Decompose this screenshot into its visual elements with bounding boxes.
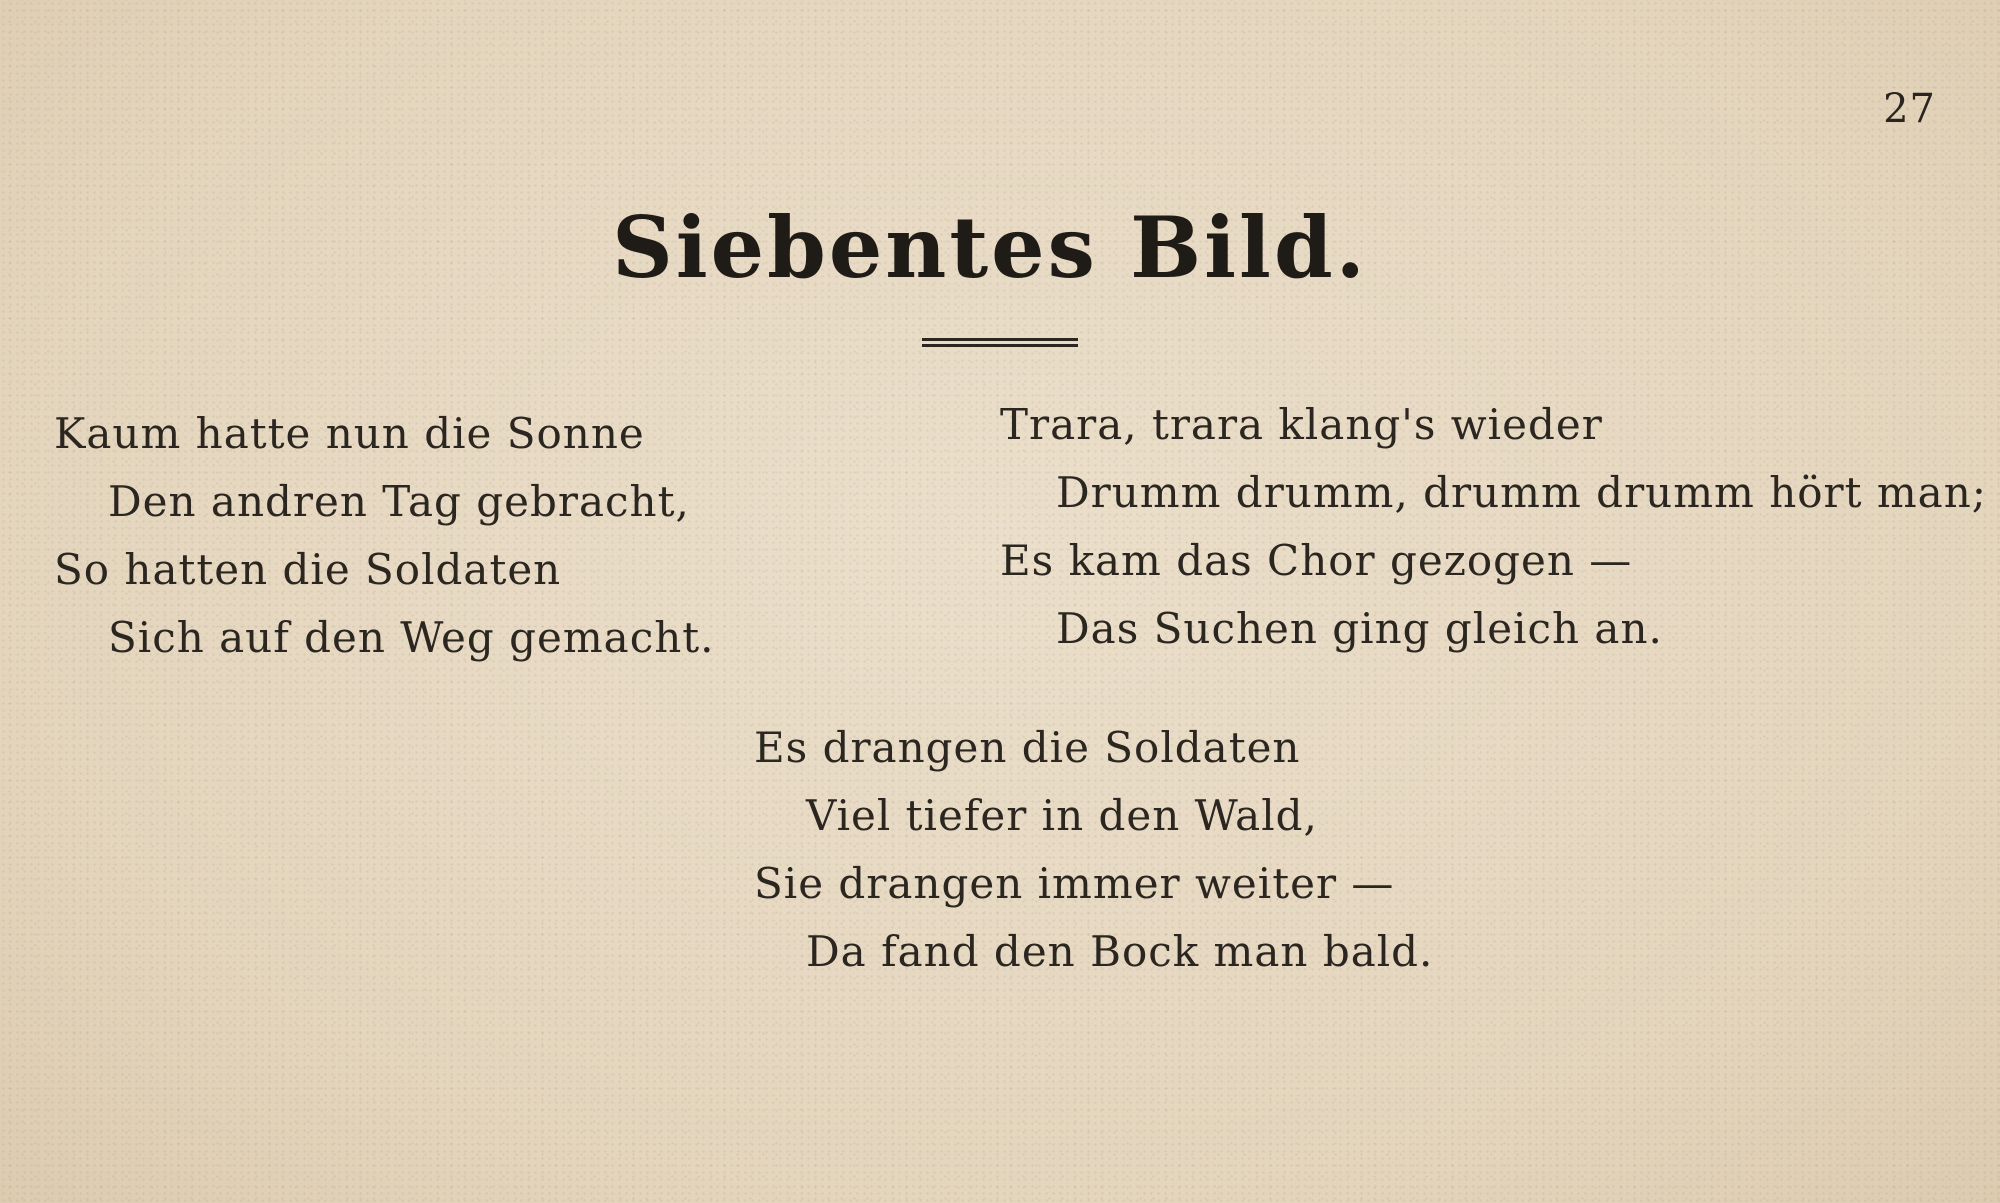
verse-line: Das Suchen ging gleich an. <box>1056 604 1663 653</box>
page-number: 27 <box>1883 86 1936 132</box>
stanza-3 <box>754 714 1433 986</box>
verse-line: Sich auf den Weg gemacht. <box>108 613 715 662</box>
verse-line: Da fand den Bock man bald. <box>806 927 1434 976</box>
verse-line: Den andren Tag gebracht, <box>108 477 690 526</box>
double-rule-divider <box>922 338 1078 347</box>
verse-line: Kaum hatte nun die Sonne <box>54 409 645 458</box>
verse-line: Es kam das Chor gezogen — <box>1000 536 1633 585</box>
stanza-1 <box>54 400 715 672</box>
verse-line: Es drangen die Soldaten <box>754 723 1301 772</box>
verse-line: Trara, trara klang's wieder <box>1000 400 1603 449</box>
verse-line: So hatten die Soldaten <box>54 545 562 594</box>
verse-line: Viel tiefer in den Wald, <box>806 791 1318 840</box>
stanza-2 <box>1000 391 1987 663</box>
verse-line: Drumm drumm, drumm drumm hört man; <box>1056 468 1987 517</box>
chapter-title: Siebentes Bild. <box>612 198 1368 297</box>
verse-line: Sie drangen immer weiter — <box>754 859 1395 908</box>
